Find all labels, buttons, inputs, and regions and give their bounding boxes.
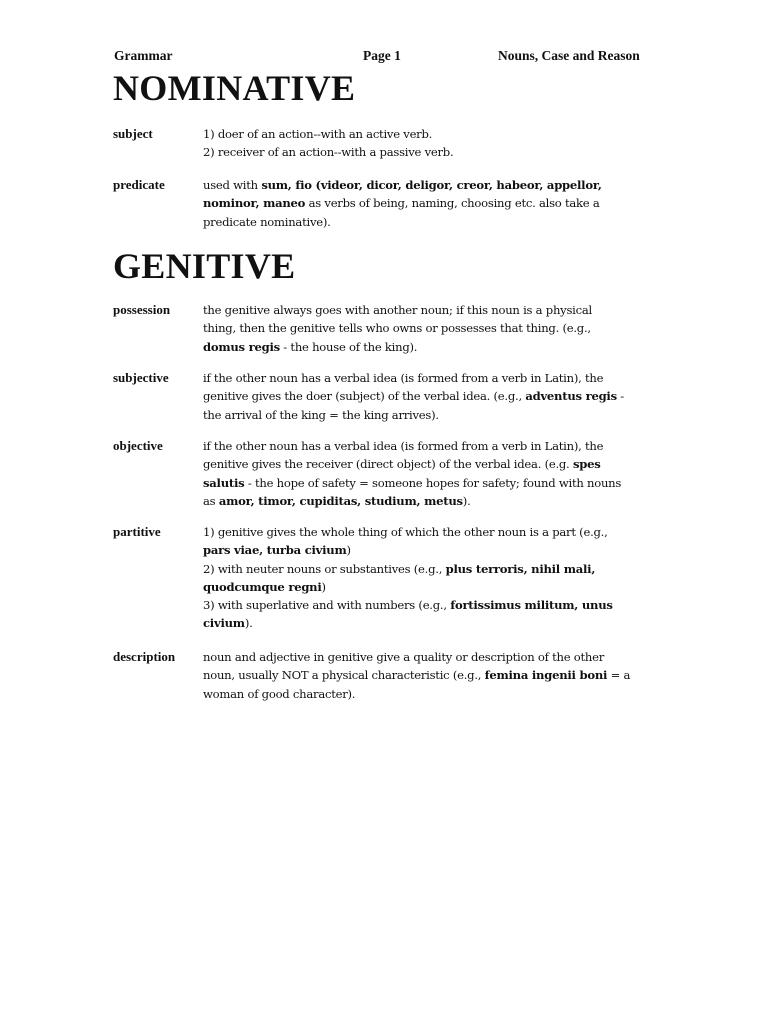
latin-term: fortissimus militum, unus bbox=[450, 598, 613, 613]
entry-term: objective bbox=[113, 438, 163, 453]
definition-text: - the hope of safety = someone hopes for safety; found with nouns bbox=[244, 475, 622, 490]
definition-text: genitive gives the receiver (direct object) of the verbal idea. (e.g. bbox=[203, 457, 573, 472]
definition-text: - bbox=[616, 389, 624, 404]
definition-text: the genitive always goes with another noun; if this noun is a physical bbox=[203, 303, 592, 317]
definition-text: noun, usually NOT a physical characteristic (e.g., bbox=[203, 668, 485, 683]
definition-text: 1) genitive gives the whole thing of which the other noun is a part (e.g., bbox=[203, 525, 608, 539]
definition-text: ). bbox=[462, 493, 471, 508]
latin-term: sum, fio (videor, dicor, deligor, creor, habeor, appellor, bbox=[261, 178, 602, 192]
entry-term: possession bbox=[113, 302, 171, 317]
definition-text: 3) with superlative and with numbers (e.g., bbox=[203, 598, 451, 613]
latin-term: adventus regis bbox=[525, 389, 617, 404]
definition-line bbox=[203, 319, 658, 337]
definition-text: used with bbox=[203, 178, 262, 192]
definition-text: thing, then the genitive tells who owns or possesses that thing. (e.g., bbox=[203, 321, 591, 336]
definition-line bbox=[203, 648, 658, 666]
header-subject: Grammar bbox=[114, 48, 173, 63]
definition-text: 2) receiver of an action--with a passive verb. bbox=[203, 145, 454, 160]
latin-term: domus regis bbox=[203, 339, 280, 354]
entry-term: description bbox=[113, 649, 176, 664]
definition-text: = a bbox=[607, 668, 631, 683]
latin-term: amor, timor, cupiditas, studium, metus bbox=[218, 493, 463, 508]
latin-term: salutis bbox=[203, 475, 245, 490]
definition-line bbox=[203, 685, 658, 703]
latin-term: femina ingenii boni bbox=[484, 668, 608, 683]
definition-line bbox=[203, 301, 658, 319]
definition-text: ) bbox=[321, 579, 326, 594]
definition-text: if the other noun has a verbal idea (is formed from a verb in Latin), the bbox=[203, 371, 604, 385]
definition-line bbox=[203, 523, 658, 541]
definition-line bbox=[203, 474, 658, 492]
entry-term: partitive bbox=[113, 524, 161, 539]
section-title-nominative: NOMINATIVE bbox=[113, 68, 356, 108]
definition-text: as verbs of being, naming, choosing etc. also take a bbox=[305, 196, 600, 211]
definition-text: 1) doer of an action--with an active verb. bbox=[203, 127, 433, 141]
definition-line bbox=[203, 176, 658, 194]
definition-text: ). bbox=[244, 616, 253, 631]
entry-definition bbox=[203, 301, 658, 356]
definition-line bbox=[203, 614, 658, 632]
header-topic: Nouns, Case and Reason bbox=[498, 48, 640, 63]
definition-line bbox=[203, 338, 658, 356]
definition-line bbox=[203, 369, 658, 387]
definition-line bbox=[203, 406, 658, 424]
header-page-number: Page 1 bbox=[363, 48, 401, 63]
definition-line bbox=[203, 455, 658, 473]
entry-definition bbox=[203, 437, 658, 510]
definition-line bbox=[203, 194, 658, 212]
latin-term: quodcumque regni bbox=[203, 579, 322, 594]
entry-term: subjective bbox=[113, 370, 169, 385]
entry-definition bbox=[203, 125, 658, 162]
entry-definition bbox=[203, 369, 658, 424]
entry-term: subject bbox=[113, 126, 153, 141]
definition-line bbox=[203, 213, 658, 231]
definition-line bbox=[203, 437, 658, 455]
definition-line bbox=[203, 541, 658, 559]
entry-term: predicate bbox=[113, 177, 165, 192]
definition-text: ) bbox=[346, 543, 351, 558]
definition-text: if the other noun has a verbal idea (is formed from a verb in Latin), the bbox=[203, 439, 604, 453]
definition-line bbox=[203, 492, 658, 510]
latin-term: plus terroris, nihil mali, bbox=[445, 561, 596, 576]
entry-definition bbox=[203, 648, 658, 703]
definition-line bbox=[203, 666, 658, 684]
definition-line bbox=[203, 560, 658, 578]
definition-text: woman of good character). bbox=[203, 686, 356, 701]
definition-line bbox=[203, 596, 658, 614]
definition-text: predicate nominative). bbox=[203, 214, 331, 229]
section-title-genitive: GENITIVE bbox=[113, 246, 296, 286]
definition-text: 2) with neuter nouns or substantives (e.g., bbox=[203, 561, 446, 576]
definition-line bbox=[203, 143, 658, 161]
definition-text: as bbox=[203, 493, 219, 508]
definition-text: genitive gives the doer (subject) of the verbal idea. (e.g., bbox=[203, 389, 526, 404]
entry-definition bbox=[203, 523, 658, 633]
definition-text: - the house of the king). bbox=[279, 339, 418, 354]
definition-line bbox=[203, 387, 658, 405]
latin-term: nominor, maneo bbox=[203, 196, 306, 211]
definition-line bbox=[203, 125, 658, 143]
latin-term: civium bbox=[203, 616, 245, 631]
definition-text: the arrival of the king = the king arrives). bbox=[203, 407, 439, 422]
definition-text: noun and adjective in genitive give a quality or description of the other bbox=[203, 650, 605, 664]
entry-definition bbox=[203, 176, 658, 231]
latin-term: pars viae, turba civium bbox=[203, 543, 347, 558]
latin-term: spes bbox=[572, 457, 601, 472]
definition-line bbox=[203, 578, 658, 596]
